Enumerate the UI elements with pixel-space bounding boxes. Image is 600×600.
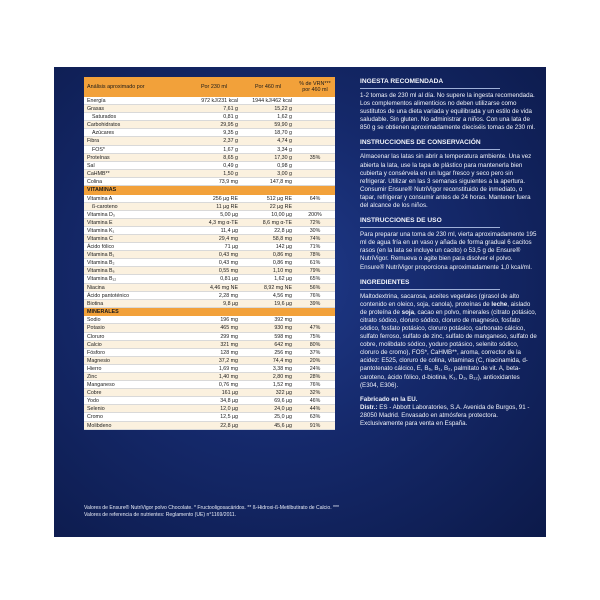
conservacion-text: Almacenar las latas sin abrir a temperatura ambiente. Una vez abierta la lata, use la tapa de plástico para mantenerla bien cubierta y consérvela en un lugar fresco y seco pero sin refrigerar. Utilizar en las 3 semanas siguientes a la apertura. Consumir Ensure® NutriVigor reconstituido de inmediato, o tapar, refrigerar y consumir antes de 24 horas. Mantener fuera del alcance de los niños. xyxy=(360,153,532,210)
allergen-soja: soja xyxy=(401,308,415,316)
table-row xyxy=(84,341,335,349)
ingesta-title: INGESTA RECOMENDADA xyxy=(360,78,444,85)
divider xyxy=(360,289,500,290)
value-460ml: 3,00 g xyxy=(277,170,292,177)
header-230ml: Por 230 ml xyxy=(200,84,228,90)
vrn-percent: 200% xyxy=(308,211,322,218)
value-230ml: 161 µg xyxy=(221,390,238,397)
value-230ml: 0,81 µg xyxy=(220,276,238,283)
vrn-percent: 37% xyxy=(309,349,321,356)
nutrient-name: Energía xyxy=(87,98,106,104)
nutrient-name: Vitamina B₁ xyxy=(87,252,115,259)
nutrient-name: Ácido fólico xyxy=(87,244,115,251)
table-row xyxy=(84,349,335,357)
distrib-text: ES - Abbott Laboratories, S.A. Avenida de Burgos, 91 - 28050 Madrid. Envasado en atmósfera protectora. Exclusivamente para venta en España. xyxy=(360,403,530,427)
table-row xyxy=(84,162,335,170)
value-230ml: 7,61 g xyxy=(223,106,238,113)
vrn-percent: 91% xyxy=(309,422,321,429)
value-460ml: 22,8 µg xyxy=(274,227,292,234)
nutrient-name: ß-caroteno xyxy=(92,203,118,210)
table-row xyxy=(84,324,335,332)
vrn-percent: 78% xyxy=(309,252,321,259)
nutrition-table xyxy=(84,77,335,430)
nutrient-name: Ácido pantoténico xyxy=(87,292,130,299)
minerals-section-title: MINERALES xyxy=(84,308,335,317)
nutrient-name: Sal xyxy=(87,162,95,169)
table-row xyxy=(84,333,335,341)
value-230ml: 1,50 g xyxy=(223,170,238,177)
table-row xyxy=(84,195,335,203)
vitamin-rows xyxy=(84,195,335,308)
vrn-percent: 65% xyxy=(309,276,321,283)
value-460ml: 0,98 g xyxy=(277,162,292,169)
vrn-percent: 76% xyxy=(309,292,321,299)
vrn-percent xyxy=(295,113,335,120)
nutrient-name: Fibra xyxy=(87,138,100,145)
allergen-leche: leche xyxy=(491,300,508,308)
value-230ml: 8,65 g xyxy=(223,154,238,161)
vitamins-section-title: VITAMINAS xyxy=(84,186,335,195)
table-row xyxy=(84,154,335,162)
value-230ml: 1,69 mg xyxy=(218,365,238,372)
value-460ml: 59,90 g xyxy=(274,122,292,129)
nutrient-name: Calcio xyxy=(87,341,102,348)
nutrient-name: Magnesio xyxy=(87,357,110,364)
table-row xyxy=(84,422,335,430)
vrn-percent: 63% xyxy=(309,414,321,421)
nutrient-name: Fósforo xyxy=(87,349,105,356)
table-row xyxy=(84,405,335,413)
vrn-percent: 71% xyxy=(309,244,321,251)
table-row xyxy=(84,357,335,365)
value-230ml: 2,37 g xyxy=(223,138,238,145)
vrn-percent xyxy=(295,178,335,185)
nutrient-name: Yodo xyxy=(87,398,99,405)
value-230ml: 0,49 g xyxy=(223,162,238,169)
nutrient-name: Vitamina C xyxy=(87,236,113,242)
value-460ml: 642 mg xyxy=(274,341,292,348)
table-row xyxy=(84,121,335,129)
divider xyxy=(360,88,500,89)
value-460ml: 25,0 µg xyxy=(274,414,292,421)
vrn-percent xyxy=(295,146,335,153)
table-row xyxy=(84,397,335,405)
value-460ml: 58,8 mg xyxy=(272,236,292,242)
conservacion-title: INSTRUCCIONES DE CONSERVACIÓN xyxy=(360,139,481,147)
vrn-percent: 80% xyxy=(309,341,321,348)
table-header xyxy=(84,77,335,97)
value-460ml: 0,86 mg xyxy=(272,260,292,267)
nutrient-name: Hierro xyxy=(87,365,102,372)
nutrient-name: Azúcares xyxy=(92,130,115,137)
nutrient-name: Vitamina A xyxy=(87,195,113,202)
value-460ml: 4,56 mg xyxy=(272,292,292,299)
nutrient-name: Grasas xyxy=(87,106,105,113)
vrn-percent xyxy=(295,137,335,144)
value-460ml: 8,6 mg α-TE xyxy=(262,219,292,226)
nutrient-name: Sodio xyxy=(87,317,101,324)
table-row xyxy=(84,235,335,243)
value-460ml: 3,34 g xyxy=(277,146,292,153)
vrn-percent: 64% xyxy=(309,195,321,202)
vrn-percent: 28% xyxy=(309,374,321,380)
header-460ml: Por 460 ml xyxy=(254,84,282,90)
value-460ml: 10,00 µg xyxy=(271,211,292,218)
table-footnote: Valores de Ensure® NutriVigor polvo Chocolate. * Fructooligosacáridos. ** ß-Hidroxi-ß-Metilbutirato de Calcio. *** Valores de referencia de nutrientes: Reglamento (UE) n°1169/2011. xyxy=(84,505,339,518)
vrn-percent xyxy=(295,105,335,112)
value-230ml: 11 µg RE xyxy=(216,203,238,210)
nutrient-name: Cloruro xyxy=(87,333,105,340)
table-row xyxy=(84,137,335,145)
value-230ml: 9,8 µg xyxy=(223,300,238,307)
table-row xyxy=(84,300,335,308)
value-230ml: 299 mg xyxy=(220,333,238,340)
value-460ml: 598 mg xyxy=(274,333,292,340)
value-460ml: 2,80 mg xyxy=(272,374,292,380)
value-230ml: 465 mg xyxy=(220,325,238,332)
table-row xyxy=(84,381,335,389)
value-230ml: 1,40 mg xyxy=(218,374,238,380)
ingredientes-title: INGREDIENTES xyxy=(360,278,410,286)
value-230ml: 4,3 mg α-TE xyxy=(208,219,238,226)
vrn-percent: 79% xyxy=(309,268,321,275)
ingredientes-text xyxy=(360,293,538,390)
header-vrn-text: % de VRN*** por 460 ml xyxy=(299,81,331,93)
nutrient-name: FOS* xyxy=(92,146,105,153)
value-230ml: 2,28 mg xyxy=(218,292,238,299)
value-460ml: 69,6 µg xyxy=(274,398,292,405)
nutrient-name: Vitamina B₁₂ xyxy=(87,276,117,283)
value-230ml: 11,4 µg xyxy=(220,227,238,234)
vrn-percent: 76% xyxy=(309,382,321,389)
value-230ml: 256 µg RE xyxy=(212,195,238,202)
value-460ml: 17,30 g xyxy=(274,154,292,161)
value-460ml: 45,6 µg xyxy=(274,422,292,429)
value-230ml: 37,2 mg xyxy=(218,357,238,364)
value-460ml: 392 mg xyxy=(274,317,292,324)
value-230ml: 29,95 g xyxy=(220,122,238,129)
vrn-percent: 56% xyxy=(309,284,321,291)
nutrient-name: Potasio xyxy=(87,325,105,332)
vrn-percent xyxy=(295,316,335,323)
vrn-percent: 20% xyxy=(309,357,321,364)
divider xyxy=(360,149,500,150)
vrn-percent: 24% xyxy=(309,365,321,372)
nutrient-name: Vitamina D₃ xyxy=(87,211,115,218)
vrn-percent: 74% xyxy=(309,236,321,242)
value-460ml: 8,92 mg NE xyxy=(264,284,292,291)
ingredientes-part: Maltodextrina, sacarosa, aceites vegetales (girasol de alto contenido en oleico, soja, canola), proteínas de xyxy=(360,292,520,308)
header-vrn xyxy=(295,77,335,97)
value-230ml: 128 mg xyxy=(220,349,238,356)
value-460ml: 1,62 µg xyxy=(274,276,292,283)
vrn-percent xyxy=(295,121,335,128)
header-analysis: Análisis aproximado por xyxy=(87,84,145,90)
value-230ml: 972 kJ/231 kcal xyxy=(201,98,238,104)
nutrient-name: Colina xyxy=(87,178,103,185)
value-460ml: 1,10 mg xyxy=(272,268,292,275)
mineral-rows xyxy=(84,316,335,429)
vrn-percent xyxy=(295,170,335,177)
value-460ml: 18,70 g xyxy=(274,130,292,137)
vrn-percent xyxy=(295,203,335,210)
table-row xyxy=(84,413,335,421)
value-230ml: 34,8 µg xyxy=(220,398,238,405)
nutrient-name: Vitamina K₁ xyxy=(87,227,115,234)
nutrient-name: Cobre xyxy=(87,390,102,397)
value-460ml: 22 µg RE xyxy=(269,203,292,210)
value-230ml: 0,55 mg xyxy=(218,268,238,275)
value-230ml: 0,81 g xyxy=(223,114,238,121)
fabricado-title: Fabricado en la EU. xyxy=(360,395,418,403)
vrn-percent: 46% xyxy=(309,398,321,405)
value-230ml: 4,46 mg NE xyxy=(210,284,238,291)
value-460ml: 147,8 mg xyxy=(269,178,292,185)
nutrient-name: Vitamina B₆ xyxy=(87,268,115,275)
table-row xyxy=(84,275,335,283)
table-row xyxy=(84,97,335,105)
general-rows xyxy=(84,97,335,186)
vrn-percent: 39% xyxy=(309,300,321,307)
divider xyxy=(360,227,500,228)
nutrient-name: Zinc xyxy=(87,374,98,380)
nutrient-name: Selenio xyxy=(87,406,105,413)
value-230ml: 196 mg xyxy=(220,317,238,324)
distrib-label: Distr.: xyxy=(360,403,378,411)
nutrient-name: Manganeso xyxy=(87,382,115,389)
value-230ml: 0,43 mg xyxy=(218,252,238,259)
table-row xyxy=(84,170,335,178)
ingesta-text: 1-2 tomas de 230 ml al día. No supere la ingesta recomendada. Los complementos alimenticios no deben utilizarse como sustitutos de una dieta variada y equilibrada y un estilo de vida saludable. Sin gluten. No administrar a niños. Con una lata de 850 g se obtienen aproximadamente dieciséis tomas de 230 ml. xyxy=(360,92,536,132)
value-230ml: 9,35 g xyxy=(223,130,238,137)
vrn-percent: 44% xyxy=(309,406,321,413)
value-230ml: 0,43 mg xyxy=(218,260,238,267)
nutrient-name: Cromo xyxy=(87,414,103,421)
value-230ml: 0,76 mg xyxy=(218,382,238,389)
table-row xyxy=(84,113,335,121)
value-230ml: 73,9 mg xyxy=(218,178,238,185)
value-460ml: 930 mg xyxy=(274,325,292,332)
vrn-percent: 30% xyxy=(309,227,321,234)
table-row xyxy=(84,251,335,259)
uso-title: INSTRUCCIONES DE USO xyxy=(360,217,442,225)
nutrient-name: Proteínas xyxy=(87,154,110,161)
table-row xyxy=(84,129,335,137)
vrn-percent xyxy=(295,129,335,136)
table-row xyxy=(84,203,335,211)
table-row xyxy=(84,211,335,219)
table-row xyxy=(84,267,335,275)
nutrient-name: Vitamina B₂ xyxy=(87,260,115,267)
ingredientes-part: , cacao en polvo, minerales (citrato potásico, citrato sódico, cloruro sódico, cloruro de magnesio, fosfato sódico, fosfato potásico, cloruro potásico, carbonato cálcico, sulfato ferroso, sulfato de zinc, sulfato de manganeso, sulfato de cobre, molibdato sódico, yoduro potásico, selenito sódico, cloruro de cromo), FOS*, CaHMB**, aroma, corrector de la acidez: E525, cloruro de colina, vitaminas (C, niacinamida, d-pantotenato cálcico, E, B₆, B₁, B₂, palmitato de vit. A, beta-caroteno, ácido fólico, d-biotina, K₁, D₃, B₁₂), antioxidantes (E304, E306). xyxy=(360,308,537,389)
value-460ml: 74,4 mg xyxy=(272,357,292,364)
value-230ml: 71 µg xyxy=(224,244,238,251)
value-460ml: 3,38 mg xyxy=(272,365,292,372)
value-460ml: 24,0 µg xyxy=(274,406,292,413)
table-row xyxy=(84,389,335,397)
table-row xyxy=(84,373,335,381)
value-460ml: 512 µg RE xyxy=(266,195,292,202)
value-460ml: 322 µg xyxy=(275,390,292,397)
vrn-percent xyxy=(295,162,335,169)
nutrient-name: Saturados xyxy=(92,114,117,121)
vrn-percent xyxy=(295,97,335,104)
table-row xyxy=(84,105,335,113)
value-460ml: 19,6 µg xyxy=(274,300,292,307)
vrn-percent: 75% xyxy=(309,333,321,340)
value-230ml: 1,67 g xyxy=(223,146,238,153)
vrn-percent: 32% xyxy=(309,390,321,397)
manufacturer-info xyxy=(360,396,538,428)
vrn-percent: 35% xyxy=(309,154,321,161)
value-230ml: 321 mg xyxy=(220,341,238,348)
value-230ml: 12,0 µg xyxy=(220,406,238,413)
nutrient-name: Molibdeno xyxy=(87,422,112,429)
nutrient-name: Biotina xyxy=(87,300,104,307)
nutrient-name: CaHMB** xyxy=(87,170,110,177)
table-row xyxy=(84,219,335,227)
vrn-percent: 47% xyxy=(309,325,321,332)
value-460ml: 15,22 g xyxy=(274,106,292,113)
vrn-percent: 72% xyxy=(309,219,321,226)
value-230ml: 5,00 µg xyxy=(220,211,238,218)
table-row xyxy=(84,284,335,292)
table-row xyxy=(84,292,335,300)
value-460ml: 4,74 g xyxy=(277,138,292,145)
value-230ml: 12,5 µg xyxy=(220,414,238,421)
table-row xyxy=(84,365,335,373)
product-info-column xyxy=(360,77,538,434)
vrn-percent: 61% xyxy=(309,260,321,267)
ingredientes-part: , aislado de proteína de xyxy=(360,300,531,316)
uso-text: Para preparar una toma de 230 ml, vierta aproximadamente 195 ml de agua fría en un vaso y añada de forma gradual 6 cacitos rasos (en la lata se incluye un cacito) o 53,5 g de Ensure® NutriVigor. Remueva o agite bien para disolver el polvo. Ensure® NutriVigor proporciona aproximadamente 1,0 kcal/ml. xyxy=(360,231,537,271)
table-row xyxy=(84,316,335,324)
table-row xyxy=(84,259,335,267)
table-row xyxy=(84,146,335,154)
value-460ml: 1944 kJ/462 kcal xyxy=(252,98,292,104)
value-460ml: 256 mg xyxy=(274,349,292,356)
table-row xyxy=(84,178,335,186)
table-row xyxy=(84,227,335,235)
value-460ml: 0,86 mg xyxy=(272,252,292,259)
value-460ml: 142 µg xyxy=(275,244,292,251)
nutrient-name: Vitamina E xyxy=(87,219,113,226)
value-230ml: 22,8 µg xyxy=(220,422,238,429)
nutrient-name: Carbohidratos xyxy=(87,122,121,129)
value-230ml: 29,4 mg xyxy=(218,236,238,242)
value-460ml: 1,62 g xyxy=(277,114,292,121)
table-row xyxy=(84,243,335,251)
nutrient-name: Niacina xyxy=(87,284,105,291)
value-460ml: 1,52 mg xyxy=(272,382,292,389)
